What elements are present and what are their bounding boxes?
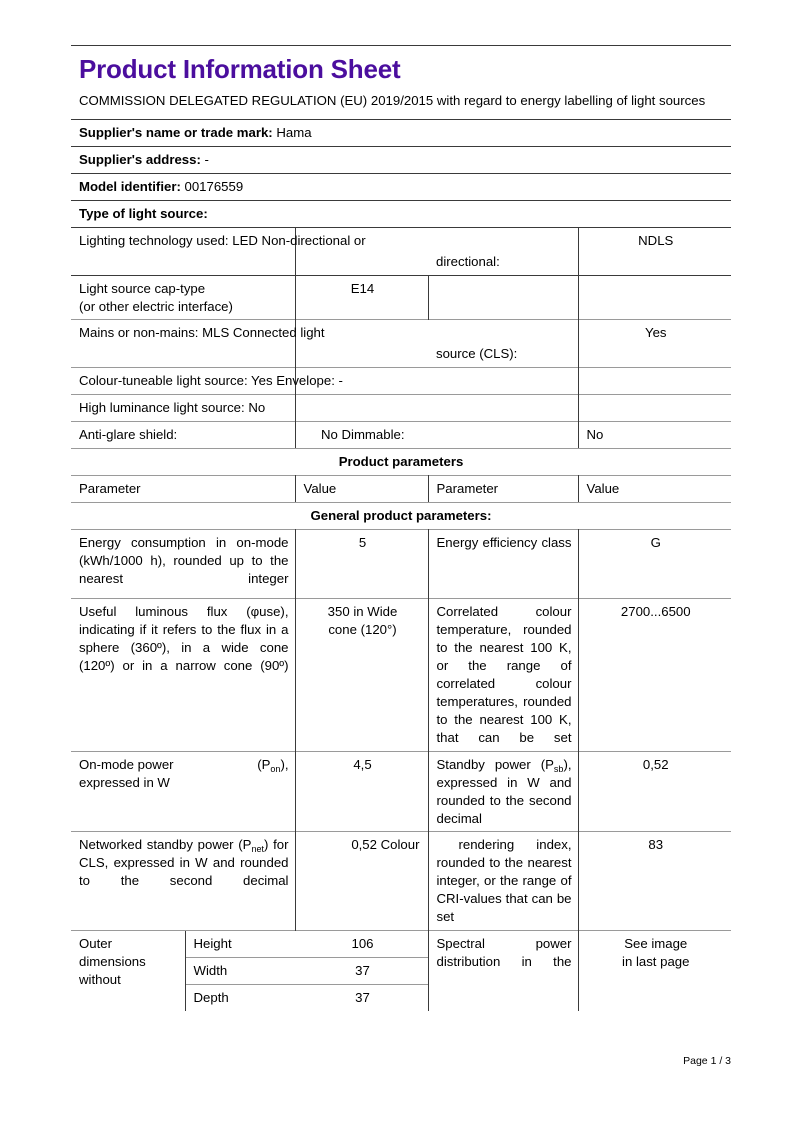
model-identifier-value: 00176559 — [184, 178, 244, 194]
supplier-address-value: - — [204, 151, 209, 167]
dimension-value-row-height — [295, 931, 428, 957]
mains-label: Mains or non-mains: MLS Connected light — [71, 320, 295, 368]
dimension-name-depth: Depth — [185, 985, 295, 1011]
supplier-name-row — [71, 119, 731, 146]
supplier-name-label: Supplier's name or trade mark: — [79, 124, 273, 140]
spectral-power-distribution-label: Spectral power distribution in the — [428, 931, 578, 1011]
directional-value: NDLS — [578, 227, 731, 275]
on-mode-power-value: 4,5 — [295, 751, 428, 832]
energy-efficiency-class-value: G — [578, 530, 731, 599]
networked-standby-label-post: ) for CLS, expressed in W and rounded to the second decimal — [79, 837, 289, 889]
correlated-colour-temperature-value: 2700...6500 — [578, 599, 731, 752]
energy-consumption-value: 5 — [295, 530, 428, 599]
cap-type-row — [71, 275, 731, 320]
high-luminance-col4 — [578, 395, 731, 422]
energy-efficiency-class-label: Energy efficiency class — [428, 530, 578, 599]
cap-type-label-2: (or other electric interface) — [79, 298, 233, 314]
type-of-light-source-heading: Type of light source: — [71, 200, 731, 226]
header-parameter-2: Parameter — [428, 476, 578, 502]
dimension-value-depth: 37 — [295, 985, 428, 1011]
correlated-colour-temperature-label: Correlated colour temperature, rounded to the nearest 100 K, or the range of correlated colour temperatures, rounded to the nearest 100 K, that can be set — [428, 599, 578, 752]
cap-type-value: E14 — [295, 275, 428, 320]
energy-consumption-row — [71, 530, 731, 599]
parameters-header-table — [71, 475, 731, 502]
high-luminance-col2 — [295, 395, 428, 422]
dimension-values-subtable — [295, 931, 428, 1011]
supplier-name-value: Hama — [276, 124, 312, 140]
dimension-name-height: Height — [193, 936, 232, 952]
header-parameter-1: Parameter — [71, 476, 295, 502]
standby-power-label-pre: Standby power (P — [436, 756, 554, 772]
supplier-address-row — [71, 146, 731, 173]
header-value-1: Value — [295, 476, 428, 502]
header-value-2: Value — [578, 476, 731, 502]
standby-power-subscript: sb — [553, 763, 564, 774]
dimension-value-width: 37 — [295, 958, 428, 985]
dimension-name-width: Width — [185, 958, 295, 985]
colour-tuneable-row — [71, 368, 731, 395]
model-identifier-label: Model identifier: — [79, 178, 181, 194]
on-mode-power-symbol-post: ), — [280, 756, 289, 772]
spectral-power-value-line1: See image — [624, 936, 688, 952]
dimension-value-row-width — [295, 958, 428, 985]
outer-dimensions-row — [71, 931, 731, 1011]
dimension-row-height — [71, 931, 295, 957]
parameters-data-table — [71, 529, 731, 1011]
networked-standby-power-row — [71, 832, 731, 931]
supplier-address-label: Supplier's address: — [79, 151, 201, 167]
high-luminance-label: High luminance light source: No — [71, 395, 295, 422]
page-footer: Page 1 / 3 — [683, 1055, 731, 1067]
luminous-flux-label: Useful luminous flux (φuse), indicating if it refers to the flux in a sphere (360º), in a wide cone (120º) or in a narrow cone (90º) — [71, 599, 295, 752]
on-mode-power-row — [71, 751, 731, 832]
networked-standby-value: 0,52 Colour — [295, 832, 428, 931]
header-table — [71, 45, 731, 227]
dimension-value-row-depth — [295, 985, 428, 1011]
colour-tuneable-col4 — [578, 368, 731, 395]
on-mode-power-symbol: (P — [257, 756, 271, 772]
general-parameters-band-table — [71, 502, 731, 529]
colour-tuneable-label: Colour-tuneable light source: Yes Envelope: - — [71, 368, 295, 395]
on-mode-power-subscript: on — [270, 763, 281, 774]
high-luminance-row — [71, 395, 731, 422]
directional-label: directional: — [428, 227, 578, 275]
luminous-flux-value-line2: cone (120°) — [328, 621, 397, 637]
dimension-value-height: 106 — [351, 936, 374, 952]
parameters-header-row — [71, 476, 731, 502]
cap-type-col3 — [428, 275, 578, 320]
luminous-flux-row — [71, 599, 731, 752]
on-mode-power-label-line2: expressed in W — [79, 774, 170, 790]
dimmable-label: No Dimmable: — [295, 422, 428, 448]
connected-light-source-label: source (CLS): — [428, 320, 578, 368]
energy-consumption-label: Energy consumption in on-mode (kWh/1000 h), rounded up to the nearest integer — [71, 530, 295, 599]
light-source-type-table — [71, 227, 731, 449]
standby-power-label-post: ), expressed in W and rounded to the second decimal — [436, 756, 572, 826]
spectral-power-value-line2: in last page — [622, 954, 690, 970]
page-title: Product Information Sheet — [79, 54, 401, 84]
type-of-light-source-row — [71, 200, 731, 226]
title-row — [71, 46, 731, 120]
product-parameters-band-row — [71, 449, 731, 475]
product-information-sheet — [71, 45, 731, 1011]
general-parameters-band-row — [71, 503, 731, 529]
standby-power-value: 0,52 — [578, 751, 731, 832]
lighting-technology-label: Lighting technology used: LED Non-directional or — [71, 227, 295, 275]
outer-dimensions-label: Outer dimensions without — [71, 931, 185, 1011]
anti-glare-label: Anti-glare shield: — [71, 422, 295, 448]
lighting-technology-row — [71, 227, 731, 275]
outer-dimensions-subtable — [71, 931, 295, 1011]
dimmable-value: No — [578, 422, 731, 448]
cap-type-label: Light source cap-type — [79, 280, 206, 296]
general-parameters-band-title: General product parameters: — [71, 503, 731, 529]
connected-light-source-value: Yes — [578, 320, 731, 368]
colour-rendering-index-label: rendering index, rounded to the nearest integer, or the range of CRI-values that can be set — [428, 832, 578, 931]
anti-glare-row — [71, 422, 731, 448]
high-luminance-col3 — [428, 395, 578, 422]
on-mode-power-label: On-mode power — [79, 756, 174, 772]
product-parameters-band-table — [71, 448, 731, 475]
product-parameters-band-title: Product parameters — [71, 449, 731, 475]
model-identifier-row — [71, 173, 731, 200]
colour-rendering-index-value: 83 — [578, 832, 731, 931]
networked-standby-subscript: net — [251, 844, 264, 855]
anti-glare-col3 — [428, 422, 578, 448]
mains-row — [71, 320, 731, 368]
regulation-subtitle: COMMISSION DELEGATED REGULATION (EU) 2019/2015 with regard to energy labelling of light sources — [79, 92, 706, 108]
networked-standby-label-pre: Networked standby power (P — [79, 837, 252, 853]
luminous-flux-value-line1: 350 in Wide — [327, 604, 398, 620]
colour-tuneable-col3 — [428, 368, 578, 395]
cap-type-col4 — [578, 275, 731, 320]
